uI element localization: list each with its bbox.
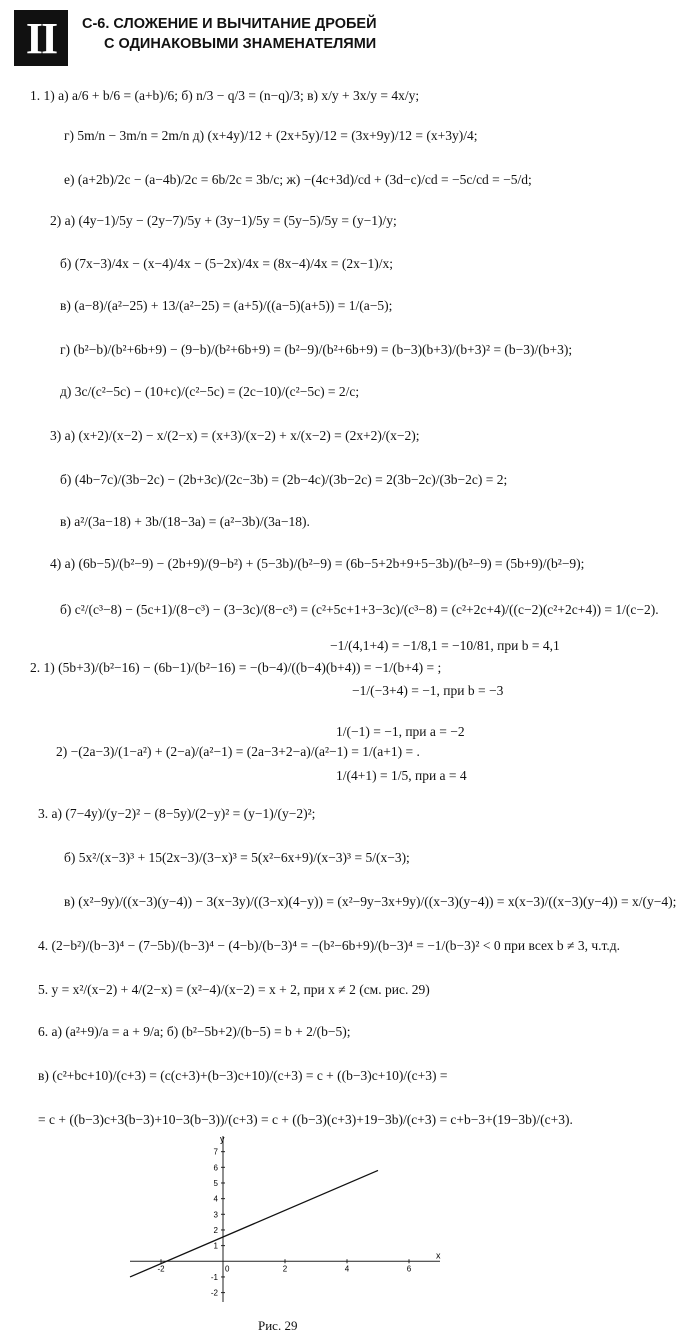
solution-line: 3. а) (7−4y)/(y−2)² − (8−5y)/(2−y)² = (y−1)/(y−2)²; [38,806,316,821]
solution-line: −1/(4,1+4) = −1/8,1 = −10/81, при b = 4,1 [330,638,560,653]
origin-label: 0 [225,1264,230,1274]
x-axis-label: x [436,1250,441,1261]
solution-line: 5. y = x²/(x−2) + 4/(2−x) = (x²−4)/(x−2) = x + 2, при x ≠ 2 (см. рис. 29) [38,982,430,997]
solution-line: 4. (2−b²)/(b−3)⁴ − (7−5b)/(b−3)⁴ − (4−b)/(b−3)⁴ = −(b²−6b+9)/(b−3)⁴ = −1/(b−3)² < 0 при всех b ≠ 3, ч.т.д. [38,938,620,953]
solution-line: в) a²/(3a−18) + 3b/(18−3a) = (a²−3b)/(3a−18). [60,514,310,529]
title-line-1: С-6. СЛОЖЕНИЕ И ВЫЧИТАНИЕ ДРОБЕЙ [82,16,377,32]
y-tick-label: 4 [213,1194,218,1204]
solution-line: = c + ((b−3)c+3(b−3)+10−3(b−3))/(c+3) = c + ((b−3)(c+3)+19−3b)/(c+3) = c+b−3+(19−3b)/(c+3). [38,1112,573,1127]
y-tick-label: 1 [213,1241,218,1251]
solution-line: б) c²/(c³−8) − (5c+1)/(8−c³) − (3−3c)/(8−c³) = (c²+5c+1+3−3c)/(c³−8) = (c²+2c+4)/((c−2)(c²+2c+4)) = 1/(c−2). [60,602,659,617]
solution-line: 2) −(2a−3)/(1−a²) + (2−a)/(a²−1) = (2a−3+2−a)/(a²−1) = 1/(a+1) = . [56,744,420,759]
solution-line: д) 3c/(c²−5c) − (10+c)/(c²−5c) = (2c−10)/(c²−5c) = 2/c; [60,384,360,399]
solution-line: 1/(4+1) = 1/5, при a = 4 [336,768,467,783]
y-tick-label: 5 [213,1178,218,1188]
x-tick-label: 2 [282,1264,288,1274]
title-line-2: С ОДИНАКОВЫМИ ЗНАМЕНАТЕЛЯМИ [104,36,377,52]
y-tick-label: 7 [213,1147,218,1157]
solution-line: в) (x²−9y)/((x−3)(y−4)) − 3(x−3y)/((3−x)(4−y)) = (x²−9y−3x+9y)/((x−3)(y−4)) = x(x−3)/((x−3)(y−4)) = x/(y−4); [64,894,676,909]
y-tick-label: 6 [213,1163,218,1173]
solution-line: 4) а) (6b−5)/(b²−9) − (2b+9)/(9−b²) + (5−3b)/(b²−9) = (6b−5+2b+9+5−3b)/(b²−9) = (5b+9)/(b²−9); [50,556,585,571]
section-title [82,14,377,54]
y-tick-label: 3 [213,1210,218,1220]
graph-figure [120,1128,450,1308]
y-tick-label: 2 [213,1225,218,1235]
solution-line: 3) а) (x+2)/(x−2) − x/(2−x) = (x+3)/(x−2) + x/(x−2) = (2x+2)/(x−2); [50,428,420,443]
solution-line: 1/(−1) = −1, при a = −2 [336,724,465,739]
solution-line: 6. а) (a²+9)/a = a + 9/a; б) (b²−5b+2)/(b−5) = b + 2/(b−5); [38,1024,351,1039]
solution-line: б) (7x−3)/4x − (x−4)/4x − (5−2x)/4x = (8x−4)/4x = (2x−1)/x; [60,256,393,271]
solution-line: е) (a+2b)/2c − (a−4b)/2c = 6b/2c = 3b/c; ж) −(4c+3d)/cd + (3d−c)/cd = −5c/cd = −5/d; [64,172,532,187]
solution-line: г) 5m/n − 3m/n = 2m/n д) (x+4y)/12 + (2x+5y)/12 = (3x+9y)/12 = (x+3y)/4; [64,128,478,143]
y-axis-label: y [220,1134,225,1144]
solution-line: 2) а) (4y−1)/5y − (2y−7)/5y + (3y−1)/5y = (5y−5)/5y = (y−1)/y; [50,213,397,228]
solution-line: б) 5x²/(x−3)³ + 15(2x−3)/(3−x)³ = 5(x²−6x+9)/(x−3)³ = 5/(x−3); [64,850,410,865]
figure-caption: Рис. 29 [258,1318,298,1333]
solution-line: −1/(−3+4) = −1, при b = −3 [352,683,504,698]
x-tick-label: -2 [157,1264,165,1274]
solution-line: 1. 1) а) a/6 + b/6 = (a+b)/6; б) n/3 − q/3 = (n−q)/3; в) x/y + 3x/y = 4x/y; [30,88,420,103]
solution-line: 2. 1) (5b+3)/(b²−16) − (6b−1)/(b²−16) = −(b−4)/((b−4)(b+4)) = −1/(b+4) = ; [30,660,442,675]
x-tick-label: 6 [406,1264,412,1274]
solution-line: г) (b²−b)/(b²+6b+9) − (9−b)/(b²+6b+9) = (b²−9)/(b²+6b+9) = (b−3)(b+3)/(b+3)² = (b−3)/(b+3); [60,342,573,357]
solution-line: в) (c²+bc+10)/(c+3) = (c(c+3)+(b−3)c+10)/(c+3) = c + ((b−3)c+10)/(c+3) = [38,1068,448,1083]
y-tick-label: -2 [210,1288,218,1298]
x-tick-label: 4 [344,1264,350,1274]
section-badge: II [14,10,68,66]
solution-line: б) (4b−7c)/(3b−2c) − (2b+3c)/(2c−3b) = (2b−4c)/(3b−2c) = 2(3b−2c)/(3b−2c) = 2; [60,472,508,487]
y-tick-label: -1 [210,1272,218,1282]
solution-line: в) (a−8)/(a²−25) + 13/(a²−25) = (a+5)/((a−5)(a+5)) = 1/(a−5); [60,298,393,313]
